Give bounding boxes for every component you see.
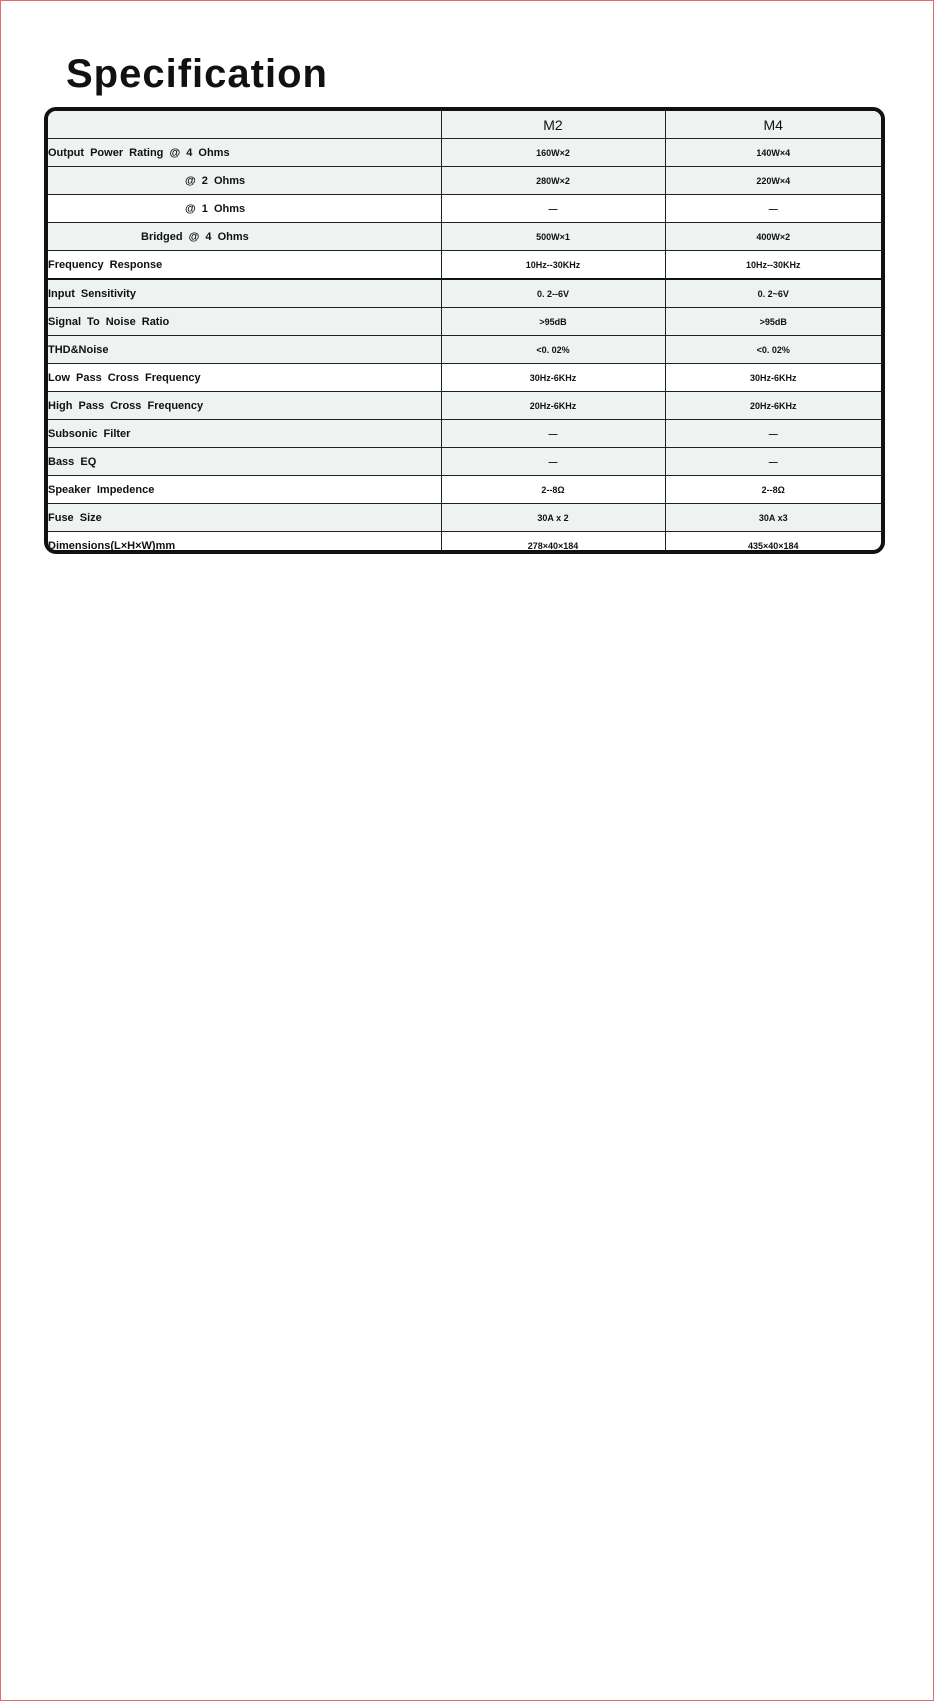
row-label: Fuse Size (48, 504, 441, 532)
m2-value: 30Hz-6KHz (441, 364, 665, 392)
row-label: Low Pass Cross Frequency (48, 364, 441, 392)
m2-value: <0. 02% (441, 336, 665, 364)
table-row (48, 448, 881, 476)
table-row (48, 139, 881, 167)
m2-value: 2--8Ω (441, 476, 665, 504)
m2-value: — (441, 195, 665, 223)
table-row (48, 223, 881, 251)
row-label: Bass EQ (48, 448, 441, 476)
row-label: THD&Noise (48, 336, 441, 364)
column-header-m4: M4 (665, 111, 881, 139)
m4-value: 220W×4 (665, 167, 881, 195)
m4-value: 2--8Ω (665, 476, 881, 504)
row-label: Output Power Rating @ 4 Ohms (48, 139, 441, 167)
m4-value: >95dB (665, 308, 881, 336)
m4-value: 140W×4 (665, 139, 881, 167)
m2-value: 160W×2 (441, 139, 665, 167)
table-row (48, 195, 881, 223)
row-label: Frequency Response (48, 251, 441, 280)
table-row (48, 308, 881, 336)
m2-value: — (441, 420, 665, 448)
row-label: High Pass Cross Frequency (48, 392, 441, 420)
m2-value: 0. 2--6V (441, 279, 665, 308)
m4-value: 0. 2~6V (665, 279, 881, 308)
m2-value: 30A x 2 (441, 504, 665, 532)
m2-value: — (441, 448, 665, 476)
table-row (48, 364, 881, 392)
m4-value: 435×40×184 (665, 532, 881, 555)
row-label: @ 2 Ohms (48, 167, 441, 195)
table-row (48, 532, 881, 555)
table-row (48, 279, 881, 308)
m2-value: 10Hz--30KHz (441, 251, 665, 280)
m2-value: 500W×1 (441, 223, 665, 251)
m4-value: 400W×2 (665, 223, 881, 251)
specification-table (48, 111, 881, 554)
m4-value: — (665, 195, 881, 223)
m4-value: 30Hz-6KHz (665, 364, 881, 392)
row-label: @ 1 Ohms (48, 195, 441, 223)
m2-value: >95dB (441, 308, 665, 336)
row-label: Dimensions(L×H×W)mm (48, 532, 441, 555)
table-row (48, 336, 881, 364)
m2-value: 20Hz-6KHz (441, 392, 665, 420)
row-label: Bridged @ 4 Ohms (48, 223, 441, 251)
m4-value: 10Hz--30KHz (665, 251, 881, 280)
column-header-m2: M2 (441, 111, 665, 139)
m4-value: — (665, 420, 881, 448)
m2-value: 280W×2 (441, 167, 665, 195)
m4-value: 20Hz-6KHz (665, 392, 881, 420)
column-header-blank (48, 111, 441, 139)
table-row (48, 251, 881, 280)
table-row (48, 420, 881, 448)
row-label: Speaker Impedence (48, 476, 441, 504)
table-row (48, 504, 881, 532)
row-label: Subsonic Filter (48, 420, 441, 448)
specification-table-frame (44, 107, 885, 554)
m4-value: <0. 02% (665, 336, 881, 364)
m2-value: 278×40×184 (441, 532, 665, 555)
row-label: Input Sensitivity (48, 279, 441, 308)
table-header-row (48, 111, 881, 139)
m4-value: 30A x3 (665, 504, 881, 532)
page-title: Specification (66, 52, 328, 96)
m4-value: — (665, 448, 881, 476)
table-row (48, 476, 881, 504)
table-row (48, 392, 881, 420)
table-row (48, 167, 881, 195)
row-label: Signal To Noise Ratio (48, 308, 441, 336)
